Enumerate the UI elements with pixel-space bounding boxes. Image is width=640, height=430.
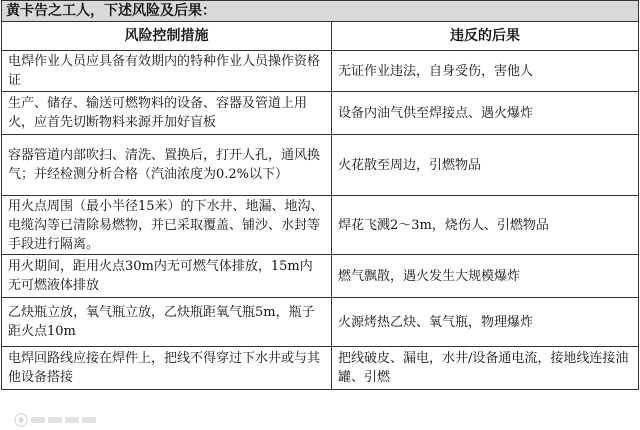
header-consequences: 违反的后果 [332,22,639,51]
table-row [2,347,639,390]
measure-cell: 用火期间，距用火点30m内无可燃气体排放，15m内无可燃液体排放 [2,255,332,298]
table-title: 黄卡告之工人，下述风险及后果： [2,1,639,22]
measure-cell: 乙炔瓶立放，氧气瓶立放，乙炔瓶距氧气瓶5m，瓶子距火点10m [2,298,332,347]
table-row [2,255,639,298]
consequence-cell: 把线破皮、漏电，水井/设备通电流，接地线连接油罐、引燃 [332,347,639,390]
measure-cell: 容器管道内部吹扫、清洗、置换后，打开人孔，通风换气；并经检测分析合格（汽油浓度为0.2%以下） [2,135,332,196]
table-row [2,92,639,135]
consequence-cell: 火源烤热乙炔、氧气瓶，物理爆炸 [332,298,639,347]
measure-cell: 电焊作业人员应具备有效期内的特种作业人员操作资格证 [2,51,332,92]
table-row [2,135,639,196]
table-row [2,51,639,92]
table-header-row [2,22,639,51]
consequence-cell: 火花散至周边，引燃物品 [332,135,639,196]
header-measures: 风险控制措施 [2,22,332,51]
consequence-cell: 燃气飘散，遇火发生大规模爆炸 [332,255,639,298]
table-row [2,298,639,347]
consequence-cell: 无证作业违法，自身受伤，害他人 [332,51,639,92]
measure-cell: 用火点周围（最小半径15米）的下水井、地漏、地沟、电缆沟等已清除易燃物，并已采取覆盖、铺沙、水封等手段进行隔离。 [2,196,332,255]
risk-control-table [1,0,639,390]
consequence-cell: 焊花飞溅2～3m，烧伤人、引燃物品 [332,196,639,255]
measure-cell: 生产、储存、输送可燃物料的设备、容器及管道上用火，应首先切断物料来源并加好盲板 [2,92,332,135]
watermark-logo [14,412,104,428]
measure-cell: 电焊回路线应接在焊件上，把线不得穿过下水井或与其他设备搭接 [2,347,332,390]
table-title-row [2,1,639,22]
consequence-cell: 设备内油气供至焊接点、遇火爆炸 [332,92,639,135]
table-row [2,196,639,255]
